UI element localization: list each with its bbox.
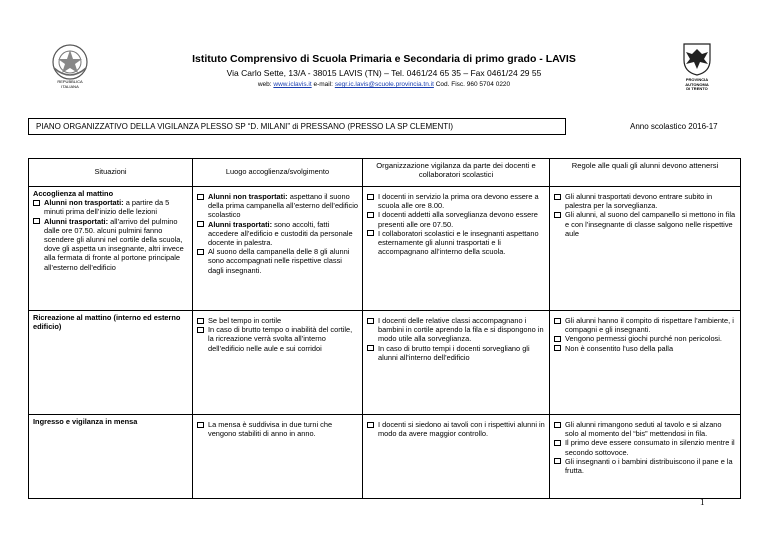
organizzazione-cell	[363, 415, 550, 499]
bullet-text	[565, 457, 736, 475]
bullet-body: I docenti si siedono ai tavoli con i rispettivi alunni in modo da avere maggior controllo.	[378, 420, 545, 439]
checkbox-icon	[554, 212, 561, 218]
bullet-body: Il primo deve essere consumato in silenzio mentre il secondo sottovoce.	[565, 438, 735, 457]
checkbox-icon	[33, 218, 40, 224]
table-row	[29, 311, 741, 415]
checkbox-bullet-item	[554, 420, 736, 438]
table-row	[29, 187, 741, 311]
header-situazioni: Situazioni	[29, 159, 193, 187]
school-contacts	[0, 81, 768, 88]
checkbox-icon	[554, 194, 561, 200]
bullet-text	[208, 220, 358, 248]
checkbox-bullet-item	[554, 334, 736, 343]
bullet-body: In caso di brutto tempo o inabilità del cortile, la ricreazione verrà svolta all’interno dell’edificio nelle aule e sui corridoi	[208, 325, 353, 353]
plan-title-banner: PIANO ORGANIZZATIVO DELLA VIGILANZA PLESSO SP “D. MILANI” di PRESSANO (PRESSO LA SP CLEMENTI)	[28, 118, 566, 135]
school-year: Anno scolastico 2016-17	[630, 122, 718, 131]
checkbox-icon	[554, 440, 561, 446]
bullet-text	[378, 420, 545, 438]
checkbox-icon	[197, 422, 204, 428]
checkbox-bullet-item	[367, 192, 545, 210]
bullet-text	[378, 316, 545, 344]
situation-cell	[29, 415, 193, 499]
bullet-text	[44, 198, 188, 216]
checkbox-bullet-item	[554, 344, 736, 353]
bullet-body: I docenti in servizio la prima ora devono essere a scuola alle ore 8.00.	[378, 192, 539, 211]
vigilance-table	[28, 158, 741, 499]
checkbox-bullet-item	[197, 220, 358, 248]
checkbox-icon	[367, 422, 374, 428]
checkbox-bullet-item	[33, 217, 188, 272]
bullet-body: Al suono della campanella delle 8 gli alunni sono accompagnati nelle rispettive classi dagli insegnanti.	[208, 247, 350, 275]
luogo-cell	[193, 187, 363, 311]
web-label: web:	[257, 81, 272, 88]
checkbox-icon	[367, 345, 374, 351]
bullet-body: Gli alunni rimangono seduti al tavolo e si alzano solo al momento del “bis” mettendosi in fila.	[565, 420, 722, 439]
header-regole: Regole alle quali gli alunni devono attenersi	[550, 159, 741, 187]
bullet-text	[378, 192, 545, 210]
bullet-bold-label: Alunni trasportati:	[44, 216, 109, 226]
checkbox-bullet-item	[367, 316, 545, 344]
bullet-body: sono accolti, fatti accedere all’edificio e custoditi da personale docente in palestra.	[208, 219, 353, 248]
regole-cell	[550, 415, 741, 499]
bullet-text	[208, 325, 358, 353]
email-label: e-mail:	[313, 81, 333, 88]
bullet-body: a partire da 5 minuti prima dell’inizio delle lezioni	[44, 198, 170, 217]
checkbox-icon	[197, 318, 204, 324]
bullet-text	[565, 420, 736, 438]
header-organizzazione: Organizzazione vigilanza da parte dei docenti e collaboratori scolastici	[363, 159, 550, 187]
checkbox-icon	[197, 327, 204, 333]
bullet-text	[378, 229, 545, 257]
checkbox-bullet-item	[197, 192, 358, 220]
caption-line: AUTONOMA	[685, 81, 709, 87]
caption-line: DI TRENTO	[686, 86, 708, 91]
checkbox-bullet-item	[367, 344, 545, 362]
caption-line: ITALIANA	[61, 83, 79, 89]
checkbox-bullet-item	[367, 210, 545, 228]
website-link[interactable]: www.iclavis.it	[273, 81, 312, 88]
checkbox-icon	[554, 336, 561, 342]
checkbox-icon	[367, 318, 374, 324]
checkbox-icon	[367, 230, 374, 236]
checkbox-icon	[197, 194, 204, 200]
school-title: Istituto Comprensivo di Scuola Primaria e Secondaria di primo grado - LAVIS	[192, 53, 576, 65]
checkbox-bullet-item	[367, 420, 545, 438]
bullet-body: I collaboratori scolastici e le insegnanti aspettano esternamente gli alunni trasportati e li accompagnano all’interno della scuola.	[378, 228, 539, 257]
situation-cell	[29, 187, 193, 311]
email-link[interactable]: segr.ic.lavis@scuole.provincia.tn.it	[334, 81, 434, 88]
bullet-bold-label: Alunni non trasportati:	[44, 198, 124, 208]
bullet-text	[44, 217, 188, 272]
bullet-bold-label: Alunni non trasportati:	[208, 192, 288, 201]
bullet-text	[565, 210, 736, 238]
checkbox-bullet-item	[33, 198, 188, 216]
caption-line: PROVINCIA	[685, 77, 709, 82]
bullet-text	[565, 192, 736, 210]
bullet-text	[565, 316, 736, 334]
bullet-body: I docenti addetti alla sorveglianza devono essere presenti alle ore 07.50.	[378, 210, 538, 229]
checkbox-bullet-item	[554, 316, 736, 334]
bullet-body: aspettano il suono della prima campanella all’esterno dell’edificio scolastico	[208, 192, 358, 220]
bullet-text	[378, 344, 545, 362]
checkbox-bullet-item	[554, 192, 736, 210]
checkbox-icon	[33, 200, 40, 206]
bullet-body: Vengono permessi giochi purché non pericolosi.	[565, 334, 722, 344]
table-row	[29, 415, 741, 499]
bullet-body: Gli alunni hanno il compito di rispettare l’ambiente, i compagni e gli insegnanti.	[565, 316, 734, 335]
fiscal-code: Cod. Fisc. 960 5704 0220	[435, 81, 511, 88]
bullet-text	[565, 344, 736, 353]
regole-cell	[550, 311, 741, 415]
regole-cell	[550, 187, 741, 311]
bullet-text	[208, 247, 358, 275]
checkbox-icon	[554, 422, 561, 428]
bullet-body: all’arrivo del pulmino dalle ore 07.50. alcuni pulmini fanno scendere gli alunni nel cortile della scuola, dove gli aspetta un insegnante, altri invece alla fermata di fronte al portone principale all’esterno dell’edificio	[44, 216, 184, 272]
bullet-body: La mensa è suddivisa in due turni che vengono stabiliti di anno in anno.	[208, 420, 333, 439]
table-header-row	[29, 159, 741, 187]
checkbox-icon	[367, 194, 374, 200]
bullet-body: Se bel tempo in cortile	[208, 316, 282, 325]
checkbox-bullet-item	[554, 438, 736, 456]
checkbox-icon	[554, 345, 561, 351]
checkbox-icon	[197, 221, 204, 227]
bullet-bold-label: Alunni trasportati:	[208, 219, 273, 229]
bullet-text	[208, 316, 358, 325]
checkbox-bullet-item	[367, 229, 545, 257]
organizzazione-cell	[363, 311, 550, 415]
checkbox-bullet-item	[197, 316, 358, 325]
checkbox-icon	[554, 318, 561, 324]
school-address: Via Carlo Sette, 13/A - 38015 LAVIS (TN) – Tel. 0461/24 65 35 – Fax 0461/24 29 55	[226, 68, 542, 78]
luogo-cell	[193, 415, 363, 499]
checkbox-icon	[197, 249, 204, 255]
situation-title: Ricreazione al mattino (interno ed esterno edificio)	[33, 313, 181, 332]
bullet-body: Non è consentito l’uso della palla	[565, 343, 674, 353]
bullet-body: I docenti delle relative classi accompagnano i bambini in cortile aprendo la fila e si dispongono in modo utile alla sorveglianza.	[378, 316, 544, 344]
header-luogo: Luogo accoglienza/svolgimento	[193, 159, 363, 187]
situation-title: Accoglienza al mattino	[33, 189, 114, 198]
checkbox-icon	[554, 458, 561, 464]
checkbox-bullet-item	[554, 457, 736, 475]
bullet-body: In caso di brutto tempi i docenti sorvegliano gli alunni all’interno dell’edificio	[378, 343, 530, 362]
bullet-text	[565, 438, 736, 456]
bullet-text	[378, 210, 545, 228]
luogo-cell	[193, 311, 363, 415]
bullet-body: Gli alunni, al suono del campanello si mettono in fila e con l’insegnante di classe salgono nelle rispettive aule	[565, 210, 736, 238]
bullet-body: Gli insegnanti o i bambini distribuiscono il pane e la frutta.	[565, 456, 733, 476]
bullet-text	[208, 420, 358, 438]
checkbox-bullet-item	[197, 420, 358, 438]
bullet-text	[565, 334, 736, 343]
organizzazione-cell	[363, 187, 550, 311]
checkbox-bullet-item	[554, 210, 736, 238]
checkbox-bullet-item	[197, 325, 358, 353]
bullet-text	[208, 192, 358, 220]
situation-cell	[29, 311, 193, 415]
checkbox-bullet-item	[197, 247, 358, 275]
page-number: 1	[700, 497, 705, 507]
situation-title: Ingresso e vigilanza in mensa	[33, 417, 138, 426]
bullet-body: Gli alunni trasportati devono entrare subito in palestra per la sorveglianza.	[565, 192, 713, 211]
caption-line: REPUBBLICA	[57, 79, 83, 84]
checkbox-icon	[367, 212, 374, 218]
